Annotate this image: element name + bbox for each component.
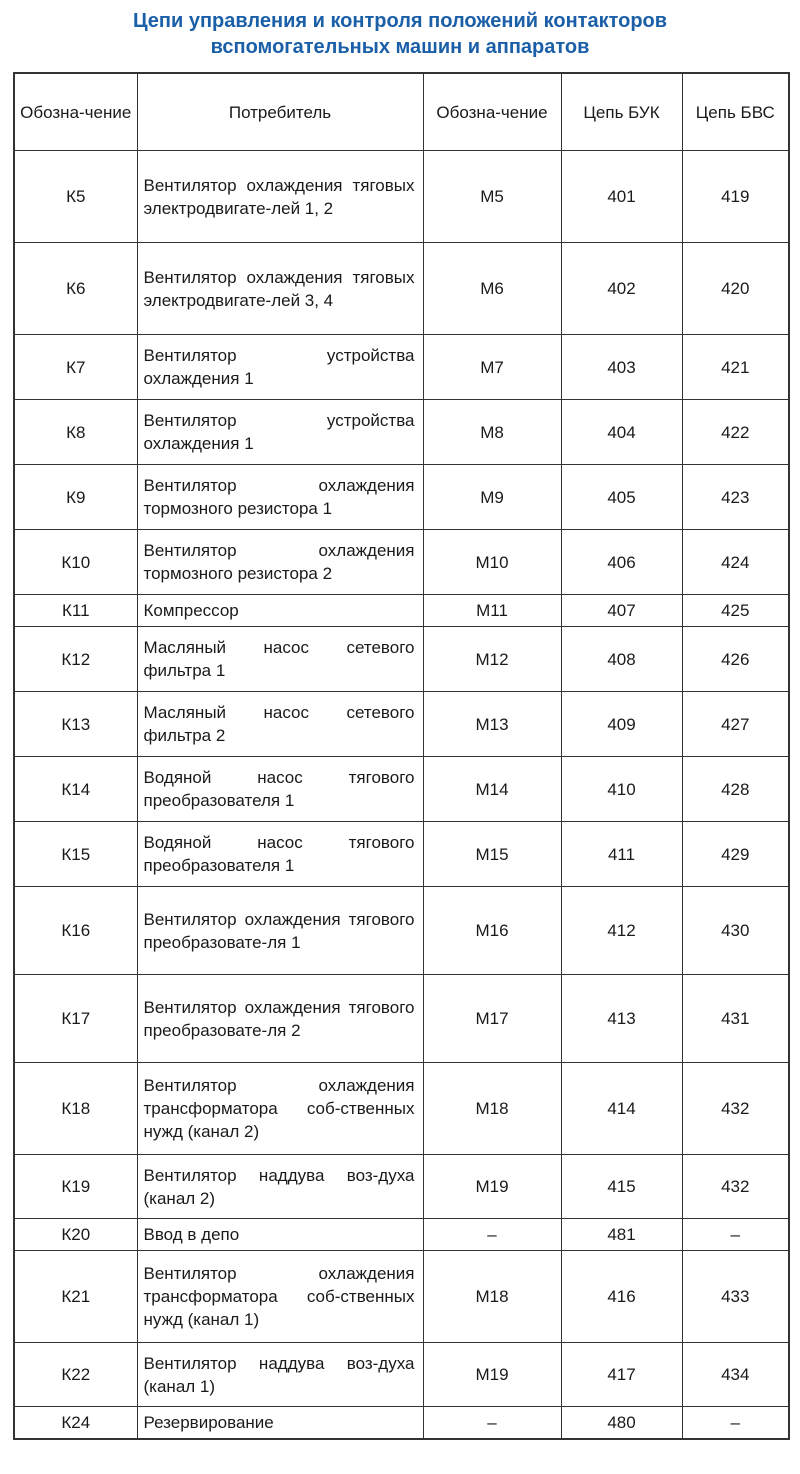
cell-consumer: Водяной насос тягового преобразователя 1 <box>137 822 423 887</box>
cell-designation-k: К17 <box>14 975 137 1063</box>
cell-designation-k: К5 <box>14 151 137 243</box>
table-row <box>14 1343 789 1407</box>
cell-consumer: Вентилятор устройства охлаждения 1 <box>137 400 423 465</box>
page-title <box>0 8 800 60</box>
header-buk: Цепь БУК <box>561 73 682 151</box>
cell-consumer: Водяной насос тягового преобразователя 1 <box>137 757 423 822</box>
table-row <box>14 151 789 243</box>
cell-buk: 401 <box>561 151 682 243</box>
cell-buk: 405 <box>561 465 682 530</box>
cell-designation-m: – <box>423 1219 561 1251</box>
cell-buk: 417 <box>561 1343 682 1407</box>
cell-designation-k: К19 <box>14 1155 137 1219</box>
cell-buk: 411 <box>561 822 682 887</box>
table-row <box>14 822 789 887</box>
header-designation-k: Обозна-чение <box>14 73 137 151</box>
table-body <box>14 151 789 1440</box>
header-bvs: Цепь БВС <box>682 73 789 151</box>
cell-consumer: Масляный насос сетевого фильтра 1 <box>137 627 423 692</box>
cell-buk: 408 <box>561 627 682 692</box>
cell-consumer: Вентилятор наддува воз-духа (канал 1) <box>137 1343 423 1407</box>
cell-consumer: Вентилятор охлаждения тягового преобразовате-ля 2 <box>137 975 423 1063</box>
table-row <box>14 1155 789 1219</box>
cell-buk: 403 <box>561 335 682 400</box>
cell-buk: 481 <box>561 1219 682 1251</box>
cell-designation-k: К9 <box>14 465 137 530</box>
cell-consumer: Масляный насос сетевого фильтра 2 <box>137 692 423 757</box>
cell-bvs: 429 <box>682 822 789 887</box>
cell-consumer: Вентилятор охлаждения тормозного резистора 1 <box>137 465 423 530</box>
cell-buk: 409 <box>561 692 682 757</box>
table-row <box>14 530 789 595</box>
cell-designation-m: М8 <box>423 400 561 465</box>
table-row <box>14 975 789 1063</box>
table-row <box>14 465 789 530</box>
cell-bvs: 423 <box>682 465 789 530</box>
table-row <box>14 1407 789 1440</box>
cell-buk: 404 <box>561 400 682 465</box>
cell-consumer: Вентилятор охлаждения тяговых электродвигате-лей 3, 4 <box>137 243 423 335</box>
table-header <box>14 73 789 151</box>
header-consumer: Потребитель <box>137 73 423 151</box>
cell-designation-k: К18 <box>14 1063 137 1155</box>
table-row <box>14 335 789 400</box>
cell-designation-m: М12 <box>423 627 561 692</box>
cell-designation-m: М10 <box>423 530 561 595</box>
cell-bvs: 421 <box>682 335 789 400</box>
cell-buk: 410 <box>561 757 682 822</box>
cell-consumer: Вентилятор охлаждения трансформатора соб-ственных нужд (канал 2) <box>137 1063 423 1155</box>
cell-designation-k: К15 <box>14 822 137 887</box>
cell-designation-k: К12 <box>14 627 137 692</box>
cell-designation-k: К10 <box>14 530 137 595</box>
cell-designation-m: М17 <box>423 975 561 1063</box>
cell-bvs: 428 <box>682 757 789 822</box>
cell-consumer: Ввод в депо <box>137 1219 423 1251</box>
cell-consumer: Компрессор <box>137 595 423 627</box>
cell-designation-k: К21 <box>14 1251 137 1343</box>
cell-buk: 413 <box>561 975 682 1063</box>
title-line-1: Цепи управления и контроля положений контакторов <box>132 10 668 32</box>
cell-designation-k: К20 <box>14 1219 137 1251</box>
table-row <box>14 627 789 692</box>
cell-bvs: 419 <box>682 151 789 243</box>
cell-buk: 415 <box>561 1155 682 1219</box>
cell-buk: 414 <box>561 1063 682 1155</box>
cell-bvs: 431 <box>682 975 789 1063</box>
cell-consumer: Вентилятор охлаждения тормозного резистора 2 <box>137 530 423 595</box>
cell-bvs: 426 <box>682 627 789 692</box>
cell-designation-k: К14 <box>14 757 137 822</box>
cell-consumer: Резервирование <box>137 1407 423 1440</box>
cell-bvs: 433 <box>682 1251 789 1343</box>
table-row <box>14 595 789 627</box>
cell-bvs: 432 <box>682 1155 789 1219</box>
cell-designation-k: К13 <box>14 692 137 757</box>
cell-designation-m: М18 <box>423 1063 561 1155</box>
cell-designation-m: М18 <box>423 1251 561 1343</box>
cell-designation-m: М14 <box>423 757 561 822</box>
cell-buk: 480 <box>561 1407 682 1440</box>
cell-designation-k: К8 <box>14 400 137 465</box>
cell-buk: 402 <box>561 243 682 335</box>
cell-designation-k: К11 <box>14 595 137 627</box>
cell-bvs: 420 <box>682 243 789 335</box>
table-row <box>14 243 789 335</box>
cell-designation-m: М6 <box>423 243 561 335</box>
cell-bvs: – <box>682 1407 789 1440</box>
cell-designation-k: К7 <box>14 335 137 400</box>
cell-consumer: Вентилятор охлаждения трансформатора соб-ственных нужд (канал 1) <box>137 1251 423 1343</box>
table-row <box>14 692 789 757</box>
cell-designation-m: М13 <box>423 692 561 757</box>
cell-designation-m: М15 <box>423 822 561 887</box>
cell-designation-k: К6 <box>14 243 137 335</box>
header-designation-m: Обозна-чение <box>423 73 561 151</box>
cell-bvs: 422 <box>682 400 789 465</box>
cell-designation-m: М19 <box>423 1343 561 1407</box>
cell-consumer: Вентилятор охлаждения тягового преобразовате-ля 1 <box>137 887 423 975</box>
table-row <box>14 1251 789 1343</box>
cell-buk: 416 <box>561 1251 682 1343</box>
contactors-table <box>13 72 790 1440</box>
cell-designation-k: К24 <box>14 1407 137 1440</box>
title-line-2: вспомогательных машин и аппаратов <box>210 36 590 58</box>
cell-designation-m: М19 <box>423 1155 561 1219</box>
cell-bvs: – <box>682 1219 789 1251</box>
cell-designation-m: М9 <box>423 465 561 530</box>
cell-designation-m: М11 <box>423 595 561 627</box>
cell-bvs: 430 <box>682 887 789 975</box>
cell-designation-k: К22 <box>14 1343 137 1407</box>
cell-designation-m: – <box>423 1407 561 1440</box>
cell-bvs: 425 <box>682 595 789 627</box>
cell-buk: 412 <box>561 887 682 975</box>
table-row <box>14 887 789 975</box>
cell-consumer: Вентилятор устройства охлаждения 1 <box>137 335 423 400</box>
cell-bvs: 434 <box>682 1343 789 1407</box>
cell-buk: 406 <box>561 530 682 595</box>
cell-designation-m: М5 <box>423 151 561 243</box>
cell-designation-m: М16 <box>423 887 561 975</box>
cell-bvs: 427 <box>682 692 789 757</box>
cell-consumer: Вентилятор наддува воз-духа (канал 2) <box>137 1155 423 1219</box>
cell-designation-m: М7 <box>423 335 561 400</box>
cell-bvs: 432 <box>682 1063 789 1155</box>
cell-designation-k: К16 <box>14 887 137 975</box>
table-row <box>14 1219 789 1251</box>
cell-buk: 407 <box>561 595 682 627</box>
table-row <box>14 400 789 465</box>
table-row <box>14 757 789 822</box>
table-row <box>14 1063 789 1155</box>
cell-bvs: 424 <box>682 530 789 595</box>
cell-consumer: Вентилятор охлаждения тяговых электродвигате-лей 1, 2 <box>137 151 423 243</box>
